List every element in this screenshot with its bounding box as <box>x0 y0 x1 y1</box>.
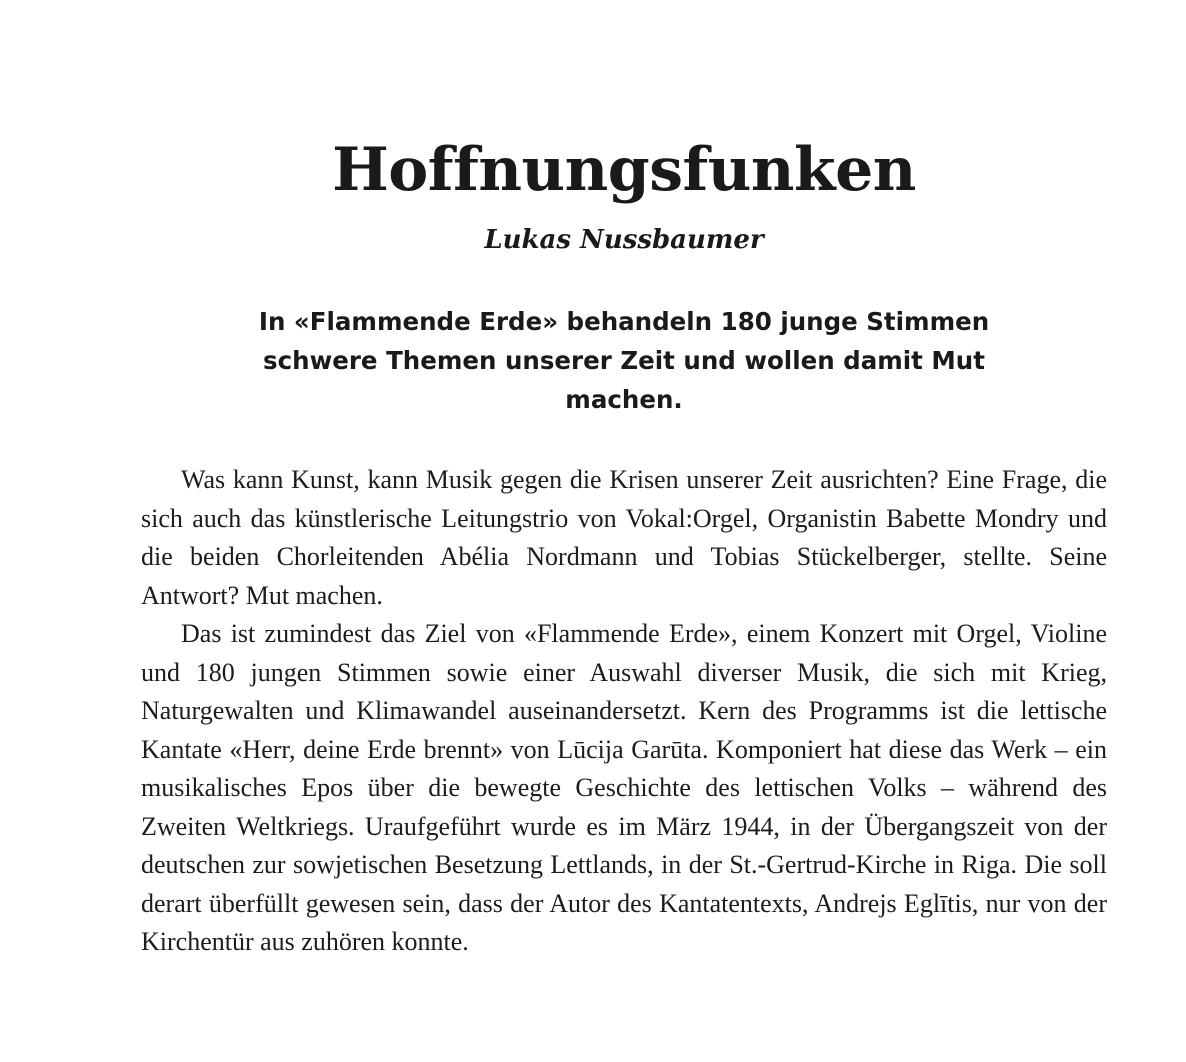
body-paragraph: Was kann Kunst, kann Musik gegen die Krisen unserer Zeit ausrichten? Eine Frage, die sich auch das künstlerische Leitungstrio von Vokal:Orgel, Organistin Babette Mondry und die beiden Chorleitenden Abélia Nordmann und Tobias Stückelberger, stellte. Seine Antwort? Mut machen. <box>141 465 1107 610</box>
article <box>141 130 1107 962</box>
article-body <box>141 461 1107 962</box>
article-title: Hoffnungsfunken <box>332 135 916 205</box>
article-author: Lukas Nussbaumer <box>484 225 764 255</box>
article-lead: In «Flammende Erde» behandeln 180 junge Stimmen schwere Themen unserer Zeit und wollen damit Mut machen. <box>258 307 990 414</box>
body-paragraph: Das ist zumindest das Ziel von «Flammende Erde», einem Konzert mit Orgel, Violine und 180 jungen Stimmen sowie einer Auswahl diverser Musik, die sich mit Krieg, Naturgewalten und Klimawandel auseinandersetzt. Kern des Programms ist die lettische Kantate «Herr, deine Erde brennt» von Lūcija Garūta. Komponiert hat diese das Werk – ein musikalisches Epos über die bewegte Geschichte des lettischen Volks – während des Zweiten Weltkriegs. Uraufgeführt wurde es im März 1944, in der Übergangszeit von der deutschen zur sowjetischen Besetzung Lettlands, in der St.-Gertrud-Kirche in Riga. Die soll derart überfüllt gewesen sein, dass der Autor des Kantatentexts, Andrejs Eglītis, nur von der Kirchentür aus zuhören konnte. <box>141 619 1107 956</box>
